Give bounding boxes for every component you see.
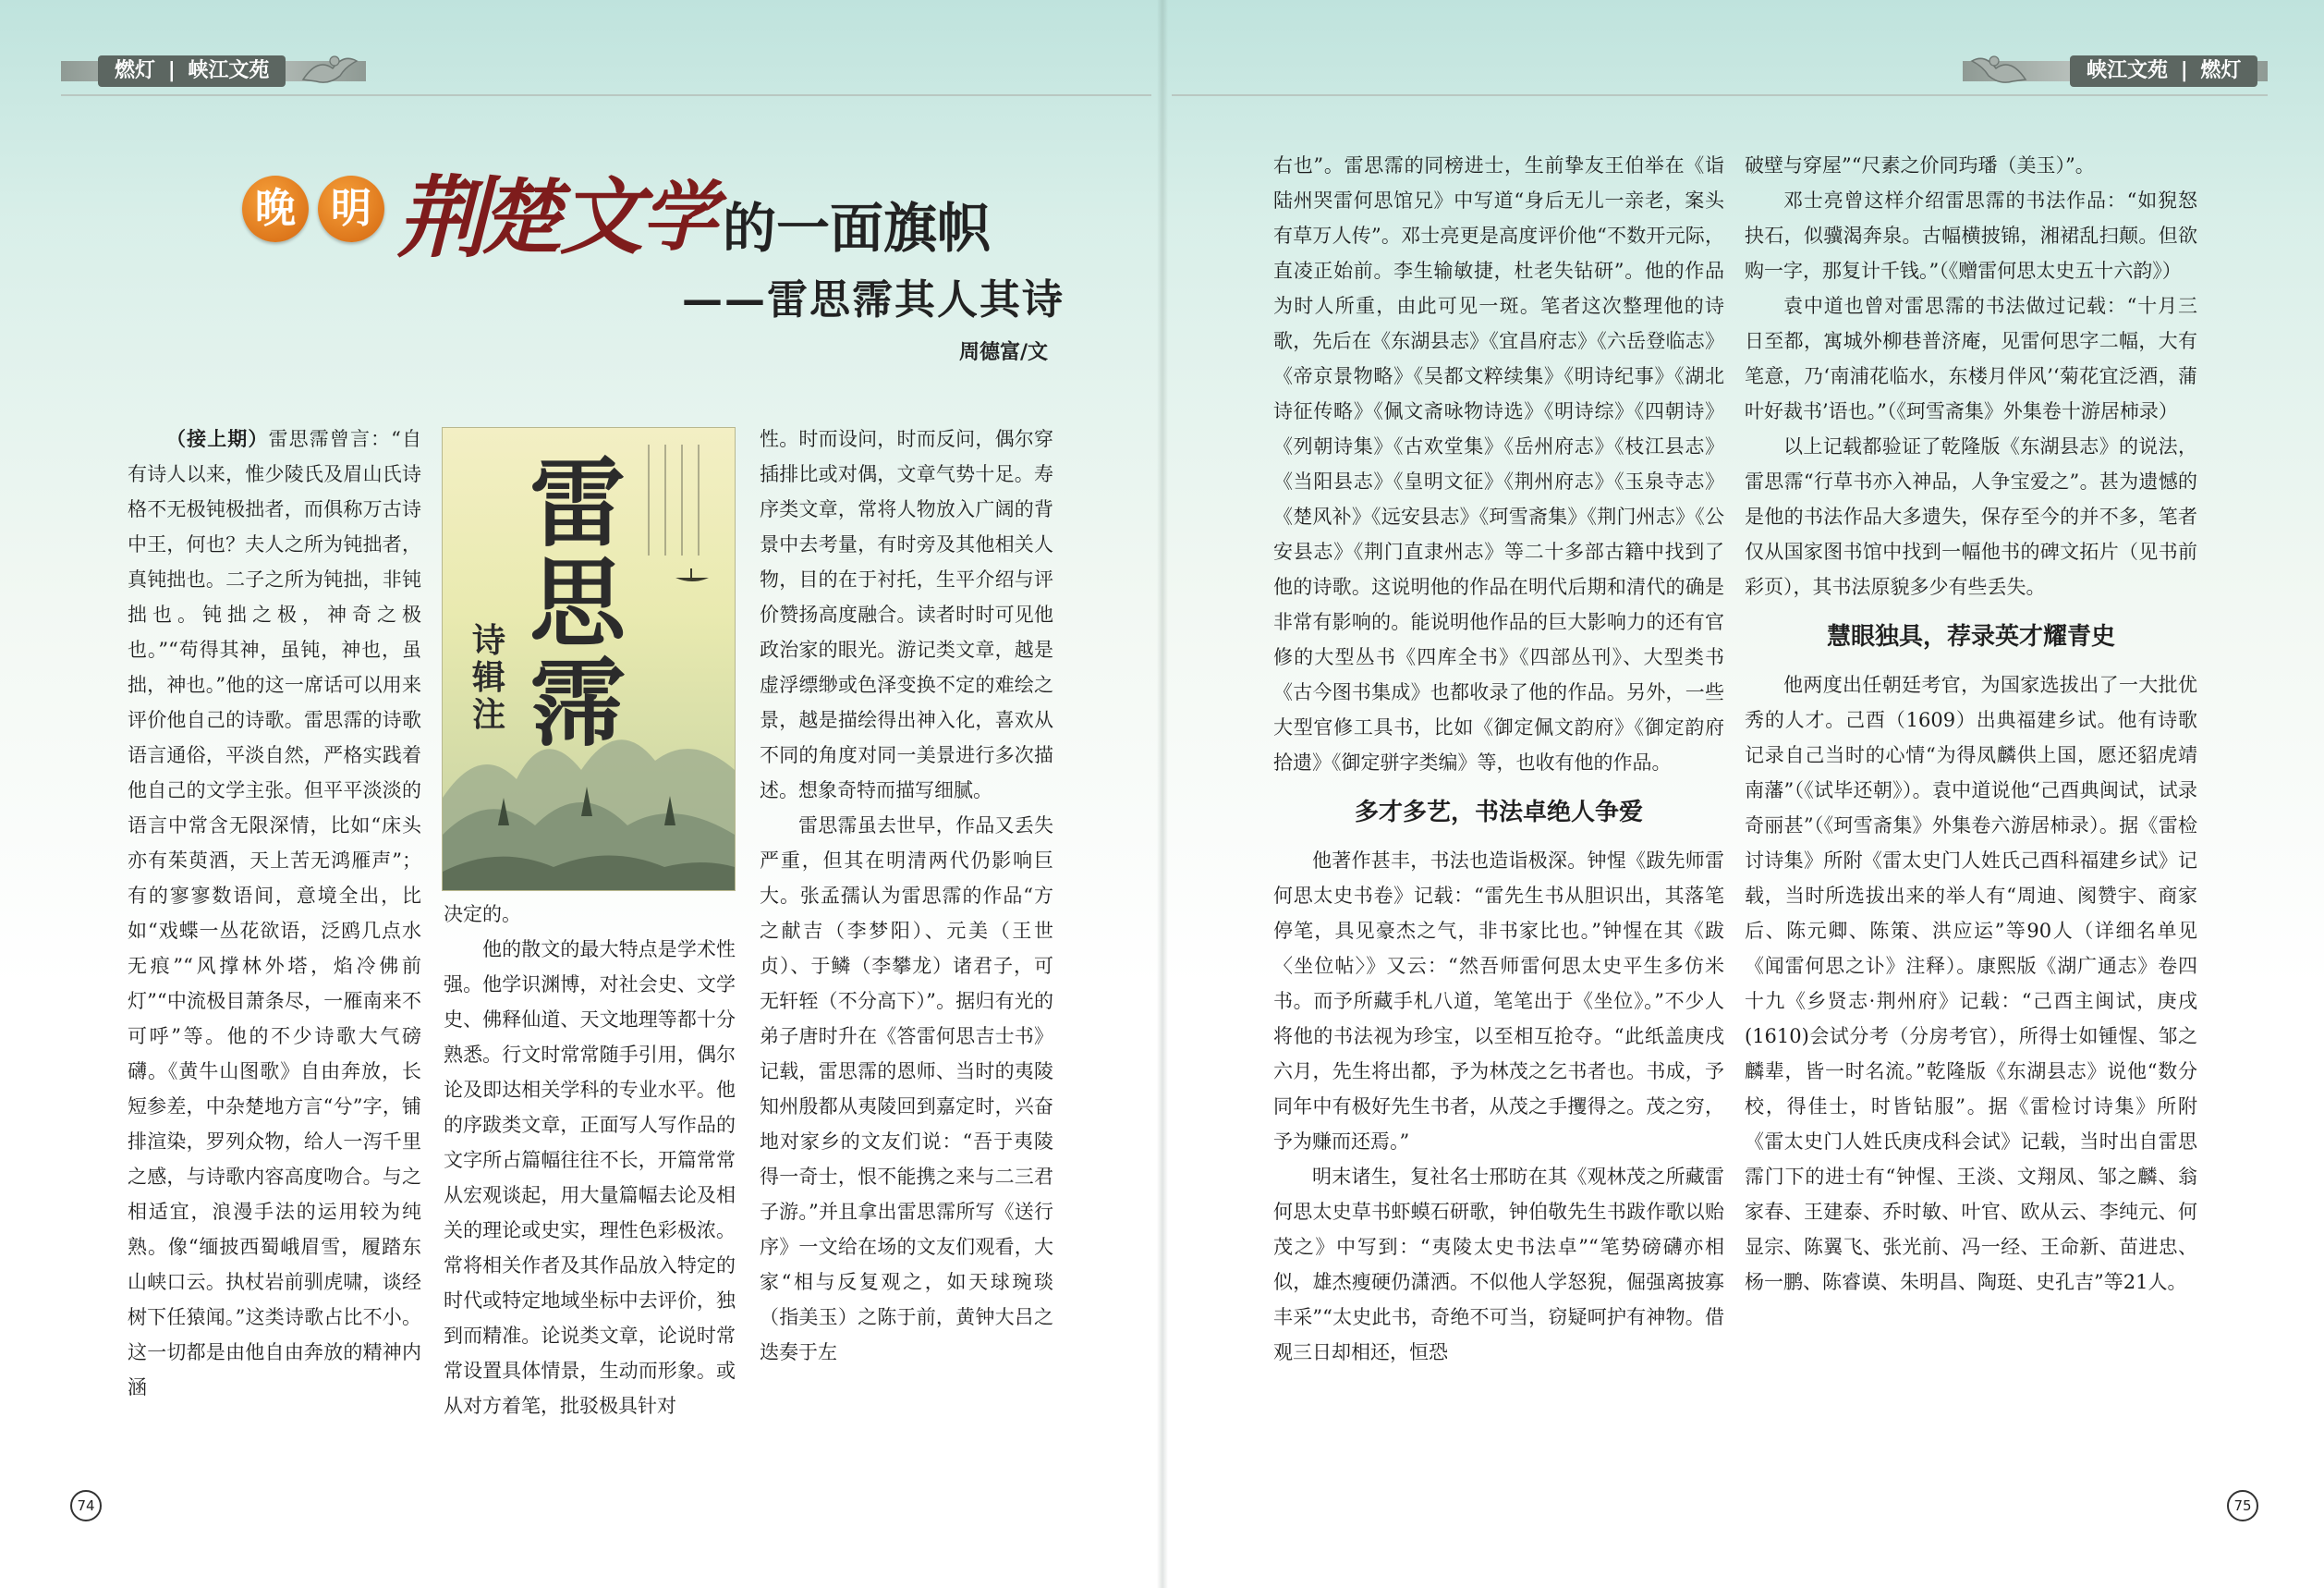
continued-marker: （接上期） — [166, 428, 269, 450]
right-header-banner — [1963, 54, 2268, 91]
title-circle-char-1: 晚 — [242, 176, 309, 242]
flying-apsara-ornament-icon — [298, 48, 362, 91]
right-header-column: 峡江文苑 — [2087, 59, 2169, 82]
left-header-section: 燃灯 — [115, 59, 156, 82]
title-rest: 的一面旗帜 — [723, 197, 992, 260]
boat-icon — [674, 567, 711, 585]
title-circle-char-2: 明 — [318, 176, 384, 242]
text-column-2 — [444, 897, 736, 1423]
paragraph: 右也”。雷思霈的同榜进士，生前挚友王伯举在《诣陆州哭雷何思馆兄》中写道“身后无儿一亲老，案头有草万人传”。邓士亮更是高度评价他“不数开元际，直凌正始前。李生输敏捷，杜老失钻研”。他的作品为时人所重，由此可见一斑。笔者这次整理他的诗歌，先后在《东湖县志》《宜昌府志》《六岳登临志》《帝京景物略》《吴都文粹续集》《明诗纪事》《湖北诗征传略》《佩文斋咏物诗选》《明诗综》《四朝诗》《列朝诗集》《古欢堂集》《岳州府志》《枝江县志》《当阳县志》《皇明文征》《荆州府志》《玉泉寺志》《楚风补》《远安县志》《珂雪斋集》《荆门州志》《公安县志》《荆门直隶州志》等二十多部古籍中找到了他的诗歌。这说明他的作品在明代后期和清代的确是非常有影响的。能说明他作品的巨大影响力的还有官修的大型丛书《四库全书》《四部丛刊》、大型类书《古今图书集成》也都收录了他的作品。另外，一些大型官修工具书，比如《御定佩文韵府》《御定韵府拾遗》《御定骈字类编》等，也收有他的作品。 — [1273, 154, 1724, 774]
paragraph: 他两度出任朝廷考官，为国家选拔出了一大批优秀的人才。己酉（1609）出典福建乡试。他有诗歌记录自己当时的心情“为得凤麟供上国，愿还貂虎靖南藩”（《试毕还朝》）。袁中道说他“己酉典闽试，试录奇丽甚”（《珂雪斋集》外集卷六游居柿录）。据《雷检讨诗集》所附《雷太史门人姓氏己酉科福建乡试》记载，当时所选拔出来的举人有“周迪、阂赞宇、商家后、陈元卿、陈策、洪应运”等90人（详细名单见《闻雷何思之讣》注释）。康熙版《湖广通志》卷四十九《乡贤志·荆州府》记载：“己酉主闽试，庚戌(1610)会试分考（分房考官），所得士如锺惺、邹之麟辈，皆一时名流。”乾隆版《东湖县志》说他“数分校，得佳士，时皆钻服”。据《雷检讨诗集》所附《雷太史门人姓氏庚戌科会试》记载，当时出自雷思霈门下的进士有“钟惺、王淡、文翔凤、邹之麟、翁家春、王建泰、乔时敏、叶官、欧从云、李纯元、何显宗、陈翼飞、张光前、冯一经、王命新、苗进忠、杨一鹏、陈睿谟、朱明昌、陶珽、史孔吉”等21人。 — [1745, 674, 2197, 1293]
text-column-1 — [128, 421, 421, 1405]
page-number-left: 74 — [70, 1490, 102, 1521]
right-header-label: 峡江文苑 | 燃灯 — [2070, 55, 2257, 87]
landscape-painting-icon — [443, 687, 735, 890]
title-char-4: 楚 — [481, 169, 563, 265]
book-cover-title: 雷思霈 — [529, 446, 626, 760]
flying-apsara-ornament-icon — [1966, 48, 2031, 91]
left-header-rule — [61, 94, 1151, 96]
book-cover-image — [442, 427, 736, 891]
right-header-section: 燃灯 — [2200, 59, 2242, 82]
title-char-6: 学 — [641, 173, 717, 262]
paragraph: 雷思霈虽去世早，作品又丢失严重，但其在明清两代仍影响巨大。张孟孺认为雷思霈的作品“方之献吉（李梦阳）、元美（王世贞）、于鳞（李攀龙）诸君子，可无轩轾（不分高下）”。据归有光的弟子唐时升在《答雷何思吉士书》记载，雷思霈的恩师、当时的夷陵知州殷都从夷陵回到嘉定时，兴奋地对家乡的文友们说：“吾于夷陵得一奇士，恨不能携之来与二三君子游。”并且拿出雷思霈所写《送行序》一文给在场的文友们观看，大家“相与反复观之，如天球琬琰（指美玉）之陈于前，黄钟大吕之迭奏于左 — [760, 814, 1053, 1363]
paragraph: 破壁与穿屋”“尺素之价同玙璠（美玉）”。 — [1745, 154, 2095, 177]
left-header-label: 燃灯 | 峡江文苑 — [98, 55, 286, 87]
article-subtitle: ——雷思霈其人其诗 — [682, 276, 1065, 324]
text-column-3 — [760, 421, 1053, 1370]
left-header-column: 峡江文苑 — [188, 59, 270, 82]
title-char-5: 文 — [560, 168, 643, 266]
page-number-right: 75 — [2227, 1490, 2258, 1521]
section-heading-wrap — [1745, 605, 2197, 667]
title-char-3: 荆 — [397, 165, 486, 270]
book-cover-subtitle: 诗辑注 — [472, 621, 506, 734]
paragraph — [128, 421, 421, 1405]
paragraph: 他的散文的最大特点是学术性强。他学识渊博，对社会史、文学史、佛释仙道、天文地理等都十分熟悉。行文时常常随手引用，偶尔论及即达相关学科的专业水平。他的序跋类文章，正面写人写作品的文字所占篇幅往往不长，开篇常常从宏观谈起，用大量篇幅去论及相关的理论或史实，理性色彩极浓。常将相关作者及其作品放入特定的时代或特定地域坐标中去评价，独到而精准。论说类文章，论说时常常设置具体情景，生动而形象。或从对方着笔，批驳极具针对 — [444, 938, 736, 1417]
right-page — [1162, 0, 2324, 1588]
article-author: 周德富/文 — [959, 341, 1049, 364]
paragraph: 他著作甚丰，书法也造诣极深。钟惺《跋先师雷何思太史书卷》记载：“雷先生书从胆识出，其落笔停笔，具见豪杰之气，非书家比也。”钟惺在其《跋〈坐位帖〉》又云：“然吾师雷何思太史平生多仿米书。而予所藏手札八道，笔笔出于《坐位》。”不少人将他的书法视为珍宝，以至相互抢夺。“此纸盖庚戌六月，先生将出都，予为林茂之乞书者也。书成，予同年中有极好先生书者，从茂之手攫得之。茂之穷，予为赚而还焉。” — [1273, 849, 1724, 1153]
paragraph: 袁中道也曾对雷思霈的书法做过记载：“十月三日至都，寓城外柳巷普济庵，见雷何思字二幅，大有笔意，乃‘南浦花临水，东楼月伴风’‘菊花宜泛酒，蒲叶好裁书’语也。”（《珂雪斋集》外集卷十游居柿录） — [1745, 295, 2197, 422]
paragraph: 决定的。 — [444, 903, 521, 925]
text-column-5 — [1745, 148, 2197, 1300]
section-heading-1: 多才多艺，书法卓绝人争爱 — [1354, 799, 1643, 826]
text-column-4 — [1273, 148, 1724, 1370]
paragraph: 邓士亮曾这样介绍雷思霈的书法作品：“如猊怒抉石，似骥渴奔泉。古幅横披锦，湘裙乱扫颠。但欲购一字，那复计千钱。”（《赠雷何思太史五十六韵》） — [1745, 189, 2197, 282]
section-heading-2: 慧眼独具，荐录英才耀青史 — [1826, 623, 2115, 651]
right-header-rule — [1172, 94, 2268, 96]
left-header-banner — [61, 54, 366, 91]
paragraph: 以上记载都验证了乾隆版《东湖县志》的说法，雷思霈“行草书亦入神品，人争宝爱之”。甚为遗憾的是他的书法作品大多遗失，保存至今的并不多，笔者仅从国家图书馆中找到一幅他书的碑文拓片（见书前彩页），其书法原貌多少有些丢失。 — [1745, 435, 2197, 598]
paragraph: 性。时而设问，时而反问，偶尔穿插排比或对偶，文章气势十足。寿序类文章，常将人物放入广阔的背景中去考量，有时旁及其他相关人物，目的在于衬托，生平介绍与评价赞扬高度融合。读者时时可见他政治家的眼光。游记类文章，越是虚浮缥缈或色泽变换不定的难绘之景，越是描绘得出神入化，喜欢从不同的角度对同一美景进行多次描述。想象奇特而描写细腻。 — [760, 428, 1053, 801]
paragraph-text: 雷思霈曾言：“自有诗人以来，惟少陵氏及眉山氏诗格不无极钝极拙者，而俱称万古诗中王，何也？夫人之所为钝拙者，真钝拙也。二子之所为钝拙，非钝拙也。钝拙之极，神奇之极也。”“苟得其神，虽钝，神也，虽拙，神也。”他的这一席话可以用来评价他自己的诗歌。雷思霈的诗歌语言通俗，平淡自然，严格实践着他自己的文学主张。但平平淡淡的语言中常含无限深情，比如“床头亦有茱萸酒，天上苦无鸿雁声”；有的寥寥数语间，意境全出，比如“戏蝶一丛花欲语，泛鸥几点水无痕”“风撑林外塔，焰冷佛前灯”“中流极目萧条尽，一雁南来不可呼”等。他的不少诗歌大气磅礴。《黄牛山图歌》自由奔放，长短参差，中杂楚地方言“兮”字，铺排渲染，罗列众物，给人一泻千里之感，与诗歌内容高度吻合。与之相适宜，浪漫手法的运用较为纯熟。像“缅披西蜀峨眉雪，履踏东山峡口云。执杖岩前驯虎啸，谈经树下任猿闻。”这类诗歌占比不小。这一切都是由他自由奔放的精神内涵 — [128, 428, 421, 1399]
paragraph: 明末诸生，复社名士邢昉在其《观林茂之所藏雷何思太史草书虾蟆石研歌，钟伯敬先生书跋作歌以贻茂之》中写到：“夷陵太史书法卓”“笔势磅礴亦相似，雄杰瘦硬仍潇洒。不似他人学怒猊，倔强离披寡丰采”“太史此书，奇绝不可当，窃疑呵护有神物。借观三日却相还，恒恐 — [1273, 1166, 1724, 1363]
section-heading-wrap — [1273, 780, 1724, 843]
